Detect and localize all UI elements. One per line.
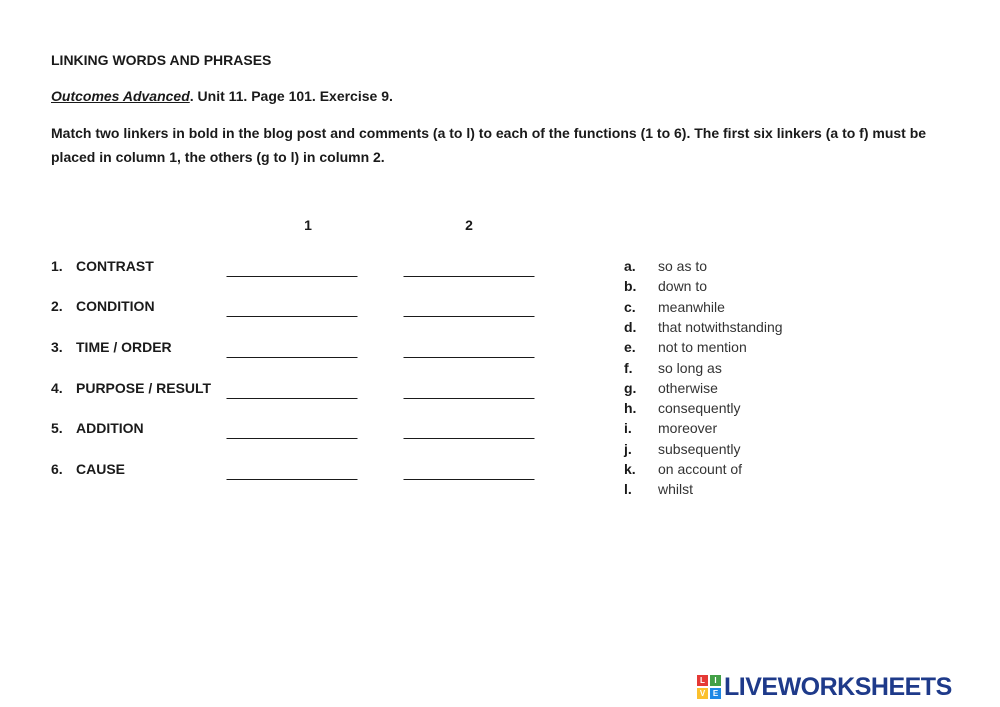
function-label: TIME / ORDER: [76, 339, 172, 355]
linker-letter: j.: [624, 440, 632, 457]
linker-letter: a.: [624, 258, 636, 274]
linker-text: down to: [658, 278, 708, 295]
function-number: 6.: [51, 461, 63, 477]
linker-text: so long as: [658, 359, 722, 376]
function-number: 5.: [51, 420, 63, 436]
linker-text: meanwhile: [658, 298, 725, 315]
instructions: Match two linkers in bold in the blog post and comments (a to l) to each of the functions (1 to 6). The first six linkers (a to f) must be placed in column 1, the others (g to l) in column 2.: [51, 125, 927, 165]
logo-tile: V: [697, 688, 708, 699]
logo-tile: E: [710, 688, 721, 699]
function-label: PURPOSE / RESULT: [76, 380, 212, 396]
answer-blank-column-2[interactable]: [403, 256, 535, 277]
answer-blank-column-2[interactable]: [403, 418, 535, 439]
linker-letter: h.: [624, 400, 637, 417]
function-number: 1.: [51, 258, 63, 274]
column-header-2: 2: [465, 217, 473, 233]
function-label: CONDITION: [76, 298, 155, 314]
answer-blank-column-2[interactable]: [403, 296, 535, 317]
answer-blank-column-1[interactable]: [226, 256, 358, 277]
linker-text: so as to: [658, 258, 708, 274]
linker-letter: e.: [624, 339, 636, 356]
liveworksheets-logo: [697, 674, 952, 700]
answer-blank-column-2[interactable]: [403, 378, 535, 399]
linker-letter: b.: [624, 278, 637, 295]
answer-blank-column-1[interactable]: [226, 378, 358, 399]
source-reference: [51, 88, 393, 104]
answer-blank-column-1[interactable]: [226, 337, 358, 358]
logo-tile: I: [710, 675, 721, 686]
answer-blank-column-2[interactable]: [403, 337, 535, 358]
linker-text: on account of: [658, 461, 743, 477]
linker-letter: g.: [624, 379, 637, 396]
function-label: CONTRAST: [76, 258, 154, 274]
linker-text: moreover: [658, 420, 718, 437]
logo-text: LIVEWORKSHEETS: [724, 673, 952, 701]
column-header-1: 1: [304, 217, 312, 233]
answer-blank-column-2[interactable]: [403, 459, 535, 480]
linker-text: consequently: [658, 400, 741, 417]
linker-letter: d.: [624, 318, 637, 335]
worksheet-title: LINKING WORDS AND PHRASES: [51, 52, 272, 68]
linker-letter: k.: [624, 461, 636, 477]
source-details: . Unit 11. Page 101. Exercise 9.: [189, 88, 393, 104]
linker-text: not to mention: [658, 339, 747, 356]
linker-letter: l.: [624, 481, 632, 498]
function-number: 2.: [51, 298, 63, 314]
liveworksheets-logo-icon: [697, 675, 721, 699]
answer-blank-column-1[interactable]: [226, 296, 358, 317]
book-title: Outcomes Advanced: [51, 88, 190, 104]
linker-letter: f.: [624, 359, 633, 376]
answer-blank-column-1[interactable]: [226, 418, 358, 439]
linker-text: that notwithstanding: [658, 318, 783, 335]
linker-text: whilst: [658, 481, 694, 498]
function-label: CAUSE: [76, 461, 126, 477]
function-label: ADDITION: [76, 420, 144, 436]
function-number: 4.: [51, 380, 63, 396]
answer-blank-column-1[interactable]: [226, 459, 358, 480]
linker-text: otherwise: [658, 379, 718, 396]
function-number: 3.: [51, 339, 63, 355]
logo-tile: L: [697, 675, 708, 686]
linker-text: subsequently: [658, 440, 741, 457]
linker-letter: i.: [624, 420, 632, 437]
linker-letter: c.: [624, 298, 636, 315]
